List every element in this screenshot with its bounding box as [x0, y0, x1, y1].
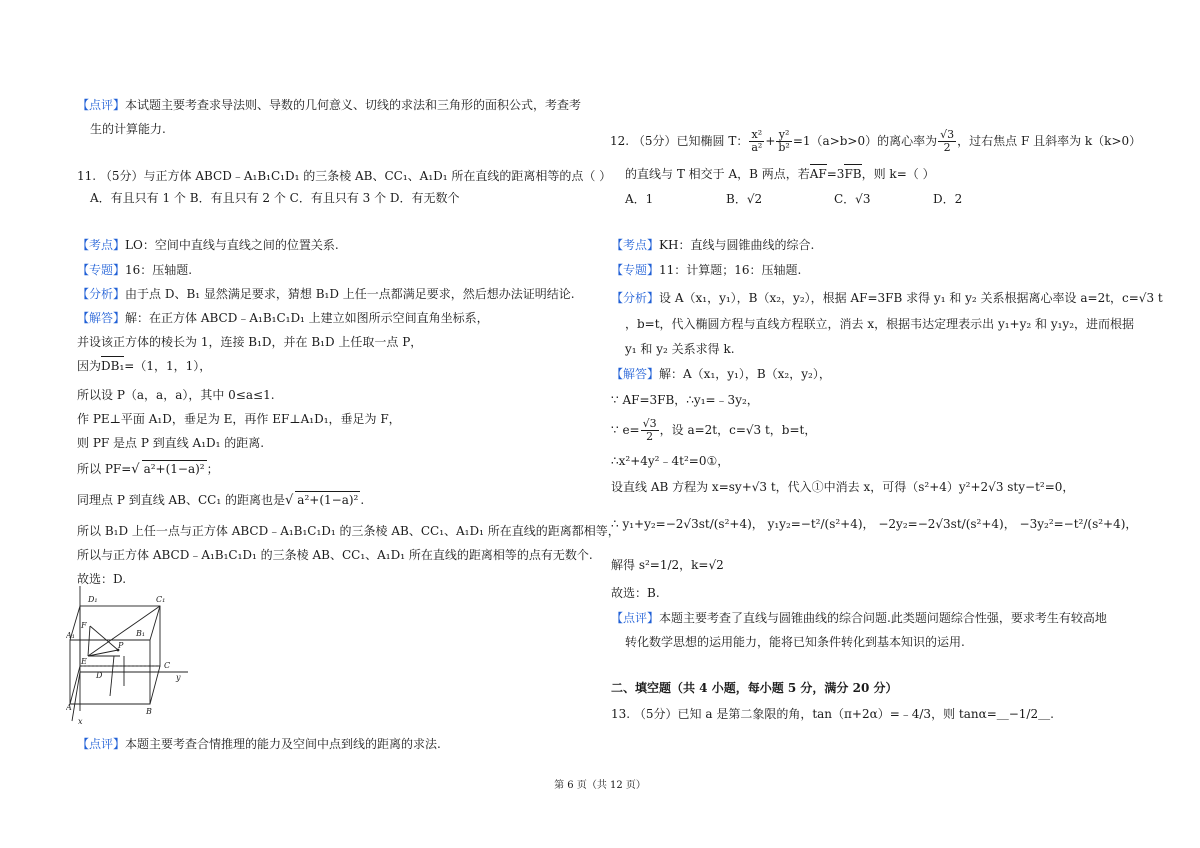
q12-fenxi-line1 — [611, 290, 1163, 306]
solution-line-6: 则 PF 是点 P 到直线 A₁D₁ 的距离. — [77, 436, 265, 450]
q12-fenxi-line3: y₁ 和 y₂ 关系求得 k. — [625, 342, 735, 356]
q12-mid: =1（a>b>0）的离心率为 — [792, 134, 938, 148]
review1-line1 — [77, 97, 581, 113]
q12-step-3: ∴x²+4y²﹣4t²=0①， — [611, 454, 730, 468]
kaodian-text: LO：空间中直线与直线之间的位置关系. — [125, 238, 339, 252]
q12-l2-mid: =3 — [826, 167, 845, 181]
s3-suffix: =（1，1，1）， — [124, 359, 212, 373]
q12-l2-prefix: 的直线与 T 相交于 A，B 两点，若 — [625, 167, 810, 181]
fig-label-a: A — [66, 703, 72, 712]
q12-step-4: 设直线 AB 方程为 x=sy+√3 t，代入①中消去 x，可得（s²+4）y²+2√3 sty−t²=0， — [611, 480, 1075, 494]
q11-options: A．有且只有 1 个 B．有且只有 2 个 C．有且只有 3 个 D．有无数个 — [90, 191, 460, 205]
fig-label-b: B — [146, 707, 152, 716]
kaodian-tag: 【考点】 — [77, 238, 126, 252]
q12-review-line2: 转化数学思想的运用能力，能将已知条件转化到基本知识的运用. — [625, 635, 965, 649]
q11-kaodian — [77, 237, 339, 253]
review1-tag: 【点评】 — [77, 98, 126, 112]
q12-step-1: ∵ AF=3FB，∴y₁=﹣3y₂， — [611, 393, 759, 407]
zhuanti-text: 16：压轴题. — [125, 263, 193, 277]
fig-label-y: y — [176, 673, 181, 682]
solution-line-4: 所以设 P（a，a，a），其中 0≤a≤1. — [77, 388, 275, 402]
kaodian-tag: 【考点】 — [611, 238, 660, 252]
review2-text: 本题主要考查合情推理的能力及空间中点到线的距离的求法. — [125, 737, 441, 751]
jieda-text: 解：在正方体 ABCD﹣A₁B₁C₁D₁ 上建立如图所示空间直角坐标系， — [125, 311, 489, 325]
solution-line-5: 作 PE⊥平面 A₁D，垂足为 E，再作 EF⊥A₁D₁，垂足为 F， — [77, 412, 401, 426]
frac-y2-b2 — [776, 129, 791, 154]
zhuanti-text: 11：计算题；16：压轴题. — [659, 263, 802, 277]
section-fill-in-title: 二、填空题（共 4 小题，每小题 5 分，满分 20 分） — [611, 681, 898, 695]
fig-label-z — [79, 586, 85, 587]
r2-prefix: ∵ e= — [611, 423, 640, 437]
solution-line-3 — [77, 358, 211, 374]
vector-fb: FB — [844, 167, 862, 181]
q12-jieda — [611, 366, 831, 382]
fig-label-c: C — [164, 661, 171, 670]
q12-step-2 — [611, 416, 816, 444]
q12-kaodian — [611, 237, 814, 253]
review2-tag: 【点评】 — [77, 737, 126, 751]
frac-den: b² — [778, 141, 790, 154]
q12-step-5: ∴ y₁+y₂=−2√3st/(s²+4)， y₁y₂=−t²/(s²+4)， −2y₂=−2√3st/(s²+4)， −3y₂²=−t²/(s²+4)， — [611, 517, 1138, 531]
fig-label-e: E — [81, 657, 87, 666]
q11-zhuanti — [77, 262, 192, 278]
fenxi-tag: 【分析】 — [77, 287, 126, 301]
sqrt-icon: √ — [131, 462, 140, 477]
solution-line-7 — [77, 460, 219, 478]
review2-line — [77, 736, 441, 752]
kaodian-text: KH：直线与圆锥曲线的综合. — [659, 238, 815, 252]
q12-stem-line1 — [610, 126, 1141, 156]
review-text: 本题主要考查了直线与圆锥曲线的综合问题.此类题问题综合性强，要求考生有较高地 — [659, 611, 1107, 625]
page-footer: 第 6 页（共 12 页） — [554, 780, 646, 791]
frac-x2-a2 — [749, 129, 764, 154]
plus: + — [765, 134, 776, 148]
frac-sqrt3-2 — [938, 129, 956, 154]
fenxi-text: 由于点 D、B₁ 显然满足要求，猜想 B₁D 上任一点都满足要求，然后想办法证明结论. — [125, 287, 575, 301]
q12-l2-suffix: ，则 k=（ ） — [861, 167, 935, 181]
vector-af: AF — [809, 167, 827, 181]
fig-label-f: F — [81, 621, 87, 630]
fig-label-p: P — [118, 641, 124, 650]
fenxi-text: 设 A（x₁，y₁），B（x₂，y₂），根据 AF=3FB 求得 y₁ 和 y₂ 关系根据离心率设 a=2t，c=√3 t — [659, 291, 1163, 305]
q12-step-6: 解得 s²=1/2，k=√2 — [611, 558, 724, 572]
s7-prefix: 所以 PF= — [77, 462, 132, 476]
frac-den: 2 — [646, 430, 654, 443]
s7-suffix: ； — [206, 462, 219, 476]
fig-label-x: x — [78, 717, 83, 726]
review1-text: 本试题主要考查求导法则、导数的几何意义、切线的求法和三角形的面积公式，考查考 — [125, 98, 582, 112]
frac-num: √3 — [642, 417, 657, 430]
q11-fenxi — [77, 286, 575, 302]
fig-label-c1: C₁ — [156, 595, 166, 604]
q12-option-c: C．√3 — [834, 192, 871, 206]
fenxi-tag: 【分析】 — [611, 291, 660, 305]
q12-zhuanti — [611, 262, 801, 278]
s8-radicand: a²+(1−a)² — [297, 493, 359, 507]
sqrt-icon: √ — [285, 493, 294, 508]
frac-num: x² — [749, 129, 764, 142]
solution-line-9: 所以 B₁D 上任一点与正方体 ABCD﹣A₁B₁C₁D₁ 的三条棱 AB、CC₁、A₁D₁ 所在直线的距离都相等， — [77, 524, 620, 538]
r2-suffix: ，设 a=2t，c=√3 t，b=t， — [659, 423, 817, 437]
q12-fenxi-line2: ，b=t，代入椭圆方程与直线方程联立，消去 x，根据韦达定理表示出 y₁+y₂ 和 y₁y₂，进而根据 — [625, 317, 1135, 331]
solution-line-8 — [77, 491, 364, 509]
q12-option-b: B．√2 — [726, 192, 763, 206]
s8-suffix: . — [360, 493, 365, 507]
frac-den: a² — [751, 141, 763, 154]
solution-line-11: 故选：D. — [77, 572, 127, 586]
solution-line-10: 所以与正方体 ABCD﹣A₁B₁C₁D₁ 的三条棱 AB、CC₁、A₁D₁ 所在直线的距离相等的点有无数个. — [77, 548, 593, 562]
vector-db1: DB₁ — [101, 359, 125, 373]
q12-stem-line2 — [625, 166, 935, 182]
fig-label-d1: D₁ — [88, 595, 98, 604]
zhuanti-tag: 【专题】 — [77, 263, 126, 277]
frac-den: 2 — [943, 141, 951, 154]
jieda-tag: 【解答】 — [611, 367, 660, 381]
q12-option-d: D．2 — [933, 192, 963, 206]
zhuanti-tag: 【专题】 — [611, 263, 660, 277]
q12-review-line1 — [611, 610, 1107, 626]
jieda-text: 解：A（x₁，y₁），B（x₂，y₂）， — [659, 367, 831, 381]
q11-jieda — [77, 310, 489, 326]
s8-prefix: 同理点 P 到直线 AB、CC₁ 的距离也是 — [77, 493, 285, 507]
frac-e — [641, 418, 659, 443]
jieda-tag: 【解答】 — [77, 311, 126, 325]
q12-suffix: ，过右焦点 F 且斜率为 k（k>0） — [957, 134, 1142, 148]
q13-stem: 13. （5分）已知 a 是第二象限的角，tan（π+2α）=﹣4/3，则 tanα=＿−1/2＿. — [611, 707, 1054, 721]
fig-label-a1: A₁ — [66, 631, 75, 640]
solution-line-2: 并设该正方体的棱长为 1，连接 B₁D，并在 B₁D 上任取一点 P， — [77, 335, 423, 349]
s3-prefix: 因为 — [77, 359, 102, 373]
s7-radicand: a²+(1−a)² — [143, 462, 205, 476]
q12-option-a: A．1 — [625, 192, 654, 206]
fig-label-d: D — [96, 671, 103, 680]
frac-num: y² — [776, 129, 791, 142]
q12-prefix: 12. （5分）已知椭圆 T： — [610, 134, 749, 148]
review1-line2: 生的计算能力. — [90, 122, 166, 136]
fig-label-b1: B₁ — [136, 629, 146, 638]
frac-num: √3 — [940, 128, 955, 141]
q11-stem: 11. （5分）与正方体 ABCD﹣A₁B₁C₁D₁ 的三条棱 AB、CC₁、A₁D₁ 所在直线的距离相等的点（ ） — [77, 169, 612, 183]
q12-step-7: 故选：B. — [611, 586, 660, 600]
review-tag: 【点评】 — [611, 611, 660, 625]
cube-figure — [66, 586, 196, 726]
